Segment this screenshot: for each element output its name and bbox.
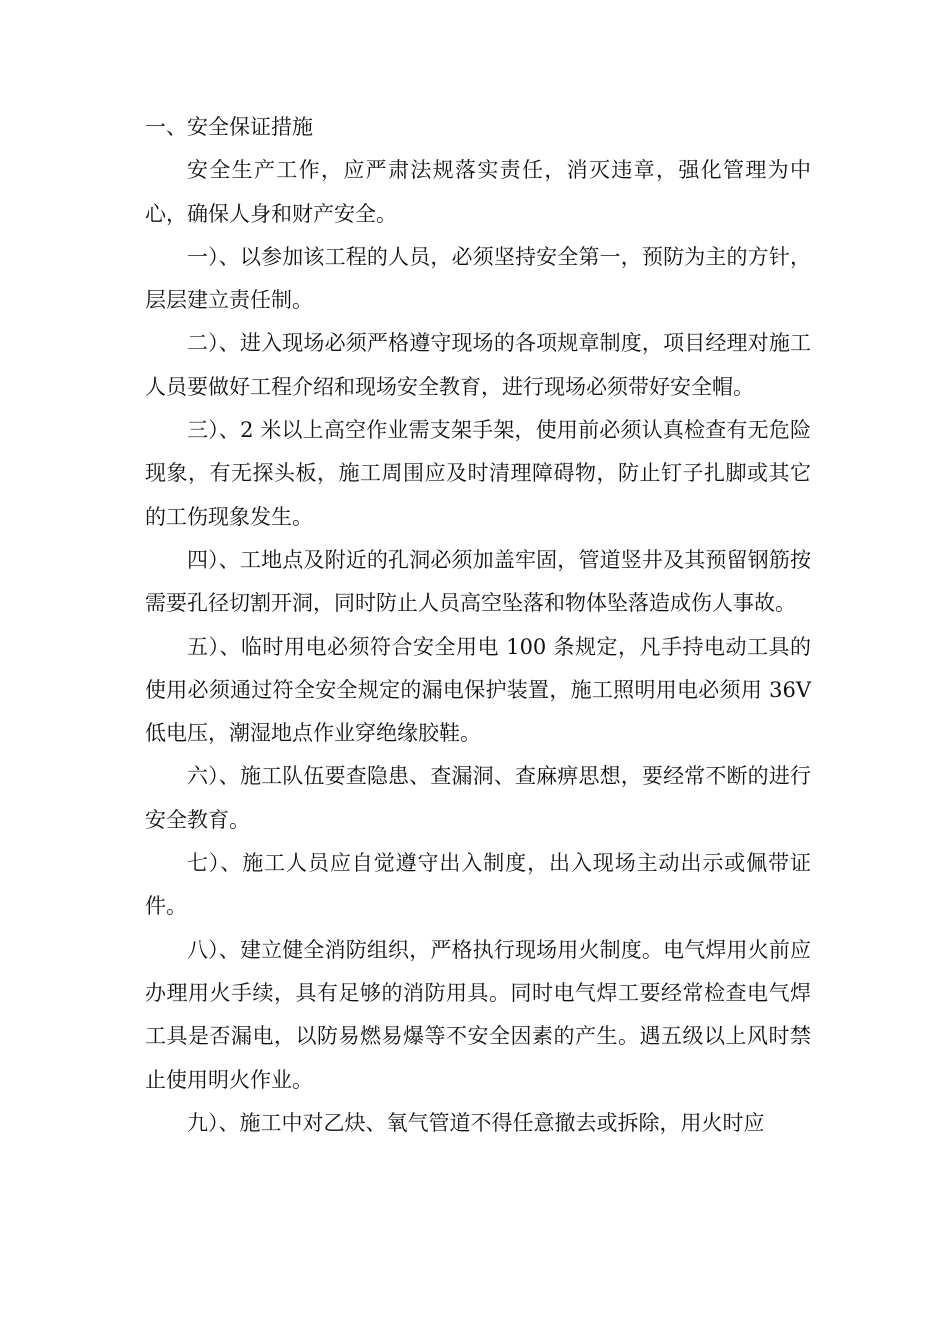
paragraph-item-2: 二）、进入现场必须严格遵守现场的各项规章制度，项目经理对施工人员要做好工程介绍和现场安全教育，进行现场必须带好安全帽。 bbox=[145, 331, 811, 399]
paragraph-item-9: 九）、施工中对乙炔、氧气管道不得任意撤去或拆除，用火时应 bbox=[187, 1110, 765, 1135]
paragraph-item-5: 五）、临时用电必须符合安全用电 100 条规定，凡手持电动工具的使用必须通过符全安全规定的漏电保护装置，施工照明用电必须用 36V 低电压，潮湿地点作业穿绝缘胶鞋。 bbox=[145, 634, 811, 746]
paragraph-item-1: 一）、以参加该工程的人员，必须坚持安全第一，预防为主的方针，层层建立责任制。 bbox=[145, 244, 811, 313]
paragraph-item-6: 六）、施工队伍要查隐患、查漏洞、查麻痹思想，要经常不断的进行安全教育。 bbox=[145, 764, 811, 832]
paragraph-item-7: 七）、施工人员应自觉遵守出入制度，出入现场主动出示或佩带证件。 bbox=[145, 851, 811, 919]
document-body bbox=[145, 106, 811, 1145]
paragraph-item-4: 四）、工地点及附近的孔洞必须加盖牢固，管道竖井及其预留钢筋按需要孔径切割开洞，同时防止人员高空坠落和物体坠落造成伤人事故。 bbox=[145, 547, 811, 616]
paragraph-item-3: 三）、2 米以上高空作业需支架手架，使用前必须认真检查有无危险现象，有无探头板，施工周围应及时清理障碍物，防止钉子扎脚或其它的工伤现象发生。 bbox=[145, 418, 811, 529]
paragraph-item-8: 八）、建立健全消防组织，严格执行现场用火制度。电气焊用火前应办理用火手续，具有足够的消防用具。同时电气焊工要经常检查电气焊工具是否漏电，以防易燃易爆等不安全因素的产生。遇五级以上风时禁止使用明火作业。 bbox=[145, 937, 811, 1092]
section-heading: 一、安全保证措施 bbox=[145, 115, 313, 139]
paragraph-intro: 安全生产工作，应严肃法规落实责任，消灭违章，强化管理为中心，确保人身和财产安全。 bbox=[145, 158, 811, 226]
